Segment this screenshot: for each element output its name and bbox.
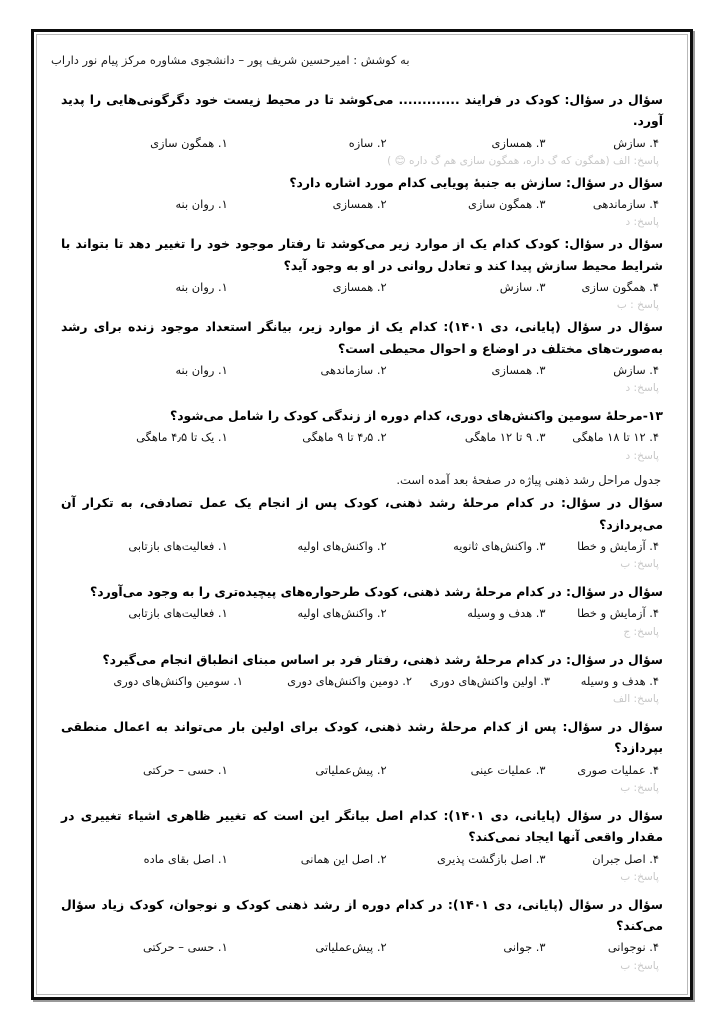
table-reference-note: جدول مراحل رشد ذهنی پیاژه در صفحۀ بعد آمده است. <box>396 472 661 487</box>
question-text: در کدام مرحلۀ رشد ذهنی، کودک پس از انجام یک عمل تصادفی، به تکرار آن می‌پردازد؟ <box>61 495 663 532</box>
question-block <box>59 716 665 797</box>
answer-line: پاسخ : ب <box>616 299 659 312</box>
option-row <box>59 428 665 446</box>
option-4[interactable]: ۴. همگون سازی <box>581 280 659 295</box>
option-1[interactable]: ۱. فعالیت‌های بازتابی <box>128 538 228 553</box>
option-row <box>59 672 665 690</box>
question-lead: سؤال در سؤال: <box>566 651 663 667</box>
answer-line: پاسخ: الف (همگون که گ داره، همگون سازی هم گ داره 😊 ) <box>387 154 659 167</box>
option-4[interactable]: ۴. سازماندهی <box>592 197 659 212</box>
answer-line: پاسخ: ب <box>620 870 659 883</box>
answer-line: پاسخ: د <box>625 449 659 462</box>
question-stem <box>59 581 665 602</box>
option-2[interactable]: ۲. پیش‌عملیاتی <box>315 940 387 955</box>
option-row <box>59 134 665 152</box>
question-text: در کدام دوره از رشد ذهنی کودک و نوجوان، کودک زیاد سؤال می‌کند؟ <box>61 896 663 934</box>
option-row <box>59 195 665 213</box>
option-3[interactable]: ۳. اصل بازگشت پذیری <box>436 851 546 866</box>
page-header <box>51 43 673 79</box>
question-stem <box>59 894 665 937</box>
question-stem <box>59 316 665 359</box>
page-inner <box>36 34 688 995</box>
option-row <box>59 604 665 622</box>
question-stem <box>59 649 665 670</box>
option-2[interactable]: ۲. سازماندهی <box>320 362 387 377</box>
option-3[interactable]: ۳. ۹ تا ۱۲ ماهگی <box>464 430 546 445</box>
option-3[interactable]: ۳. سازش <box>499 280 546 295</box>
question-block <box>59 805 665 886</box>
question-text: در کدام مرحلۀ رشد ذهنی، رفتار فرد بر اساس مبنای انطباق انجام می‌گیرد؟ <box>102 651 567 667</box>
option-1[interactable]: ۱. حسی – حرکتی <box>143 940 228 955</box>
option-4[interactable]: ۴. نوجوانی <box>607 940 659 955</box>
option-4[interactable]: ۴. عملیات صوری <box>577 762 659 777</box>
option-4[interactable]: ۴. سازش <box>613 135 659 150</box>
question-text: سازش به جنبۀ پویایی کدام مورد اشاره دارد؟ <box>289 174 567 190</box>
option-1[interactable]: ۱. اصل بقای ماده <box>143 851 228 866</box>
page-frame <box>31 29 693 1000</box>
option-3[interactable]: ۳. عملیات عینی <box>470 762 546 777</box>
option-2[interactable]: ۲. سازه <box>348 135 387 150</box>
answer-line: پاسخ: د <box>625 216 659 229</box>
option-row <box>59 361 665 379</box>
question-lead: سؤال در سؤال (پایانی، دی ۱۴۰۱): <box>447 896 663 912</box>
option-2[interactable]: ۲. واکنش‌های اولیه <box>297 538 387 553</box>
question-block <box>59 894 665 975</box>
option-row <box>59 938 665 956</box>
option-1[interactable]: ۱. روان بنه <box>175 362 228 377</box>
question-block <box>59 89 665 170</box>
question-text: کدام یک از موارد زیر، بیانگر استعداد موجود زنده برای رشد به‌صورت‌های مختلف در اوضاع و احوال محیطی است؟ <box>61 319 663 356</box>
option-1[interactable]: ۱. یک تا ۴٫۵ ماهگی <box>136 430 228 445</box>
question-lead: سؤال در سؤال: <box>564 92 663 107</box>
question-stem <box>59 233 665 276</box>
question-block <box>59 405 665 465</box>
question-lead: سؤال در سؤال: <box>566 584 663 600</box>
answer-line: پاسخ: ج <box>623 625 659 638</box>
option-row <box>59 850 665 868</box>
question-text: کودک در فرایند ............. می‌کوشد تا در محیط زیست خود دگرگونی‌هایی را پدید آورد. <box>61 92 663 129</box>
answer-line: پاسخ: ب <box>620 558 659 571</box>
option-1[interactable]: ۱. همگون سازی <box>150 135 228 150</box>
question-lead: سؤال در سؤال: <box>560 495 663 511</box>
option-1[interactable]: ۱. حسی – حرکتی <box>143 762 228 777</box>
option-4[interactable]: ۴. اصل جبران <box>592 851 659 866</box>
question-block <box>59 316 665 397</box>
answer-line: پاسخ: ب <box>620 782 659 795</box>
question-lead: سؤال در سؤال: <box>562 719 663 735</box>
question-block <box>59 492 665 573</box>
option-3[interactable]: ۳. همسازی <box>491 362 546 377</box>
option-2[interactable]: ۲. واکنش‌های اولیه <box>297 606 387 621</box>
question-lead: سؤال در سؤال: <box>566 174 663 190</box>
header-credit-text: به کوشش : امیرحسین شریف پور – دانشجوی مشاوره مرکز پیام نور داراب <box>51 53 410 68</box>
option-2[interactable]: ۲. همسازی <box>332 197 387 212</box>
option-3[interactable]: ۳. همسازی <box>491 135 546 150</box>
answer-line: پاسخ: ب <box>620 959 659 972</box>
answer-line: پاسخ: د <box>625 382 659 395</box>
question-text: کودک کدام یک از موارد زیر می‌کوشد تا رفتار موجود خود را تغییر دهد تا بتواند با شرایط محیط سازش پیدا کند و تعادل روانی در او به وجود آید؟ <box>61 236 663 273</box>
option-4[interactable]: ۴. سازش <box>613 362 659 377</box>
question-block <box>59 649 665 709</box>
option-3[interactable]: ۳. هدف و وسیله <box>467 606 546 621</box>
question-text: مرحلۀ سومین واکنش‌های دوری، کدام دوره از زندگی کودک را شامل می‌شود؟ <box>170 408 643 424</box>
question-number: ۱۳- <box>642 408 663 424</box>
content-area <box>37 79 687 975</box>
answer-line: پاسخ: الف <box>613 693 659 706</box>
question-lead: سؤال در سؤال (پایانی، دی ۱۴۰۱): <box>443 807 663 823</box>
option-2[interactable]: ۲. دومین واکنش‌های دوری <box>287 673 412 688</box>
option-row <box>59 761 665 779</box>
question-text: کدام اصل بیانگر این است که تغییر ظاهری اشیاء تغییری در مقدار واقعی آنها ایجاد نمی‌کند؟ <box>61 807 663 845</box>
option-3[interactable]: ۳. جوانی <box>503 940 546 955</box>
question-stem <box>59 172 665 193</box>
option-2[interactable]: ۲. پیش‌عملیاتی <box>315 762 387 777</box>
question-stem <box>59 716 665 759</box>
option-4[interactable]: ۴. آزمایش و خطا <box>577 538 659 553</box>
question-text: پس از کدام مرحلۀ رشد ذهنی، کودک برای اولین بار می‌تواند به اعمال منطقی بپردازد؟ <box>61 719 663 756</box>
option-1[interactable]: ۱. فعالیت‌های بازتابی <box>128 606 228 621</box>
question-stem <box>59 805 665 848</box>
question-stem <box>59 405 665 426</box>
question-lead: سؤال در سؤال: <box>564 236 664 252</box>
option-4[interactable]: ۴. آزمایش و خطا <box>577 606 659 621</box>
option-3[interactable]: ۳. واکنش‌های ثانویه <box>453 538 546 553</box>
question-lead: سؤال در سؤال (پایانی، دی ۱۴۰۱): <box>443 319 663 335</box>
option-4[interactable]: ۴. هدف و وسیله <box>580 673 659 688</box>
question-stem <box>59 492 665 535</box>
question-stem <box>59 89 665 132</box>
option-4[interactable]: ۴. ۱۲ تا ۱۸ ماهگی <box>572 430 659 445</box>
question-block <box>59 172 665 232</box>
question-block <box>59 233 665 314</box>
option-row <box>59 537 665 555</box>
option-row <box>59 278 665 296</box>
option-2[interactable]: ۲. اصل این همانی <box>300 851 387 866</box>
option-1[interactable]: ۱. سومین واکنش‌های دوری <box>113 673 244 688</box>
question-block <box>59 581 665 641</box>
option-3[interactable]: ۳. اولین واکنش‌های دوری <box>429 673 551 688</box>
question-text: در کدام مرحلۀ رشد ذهنی، کودک طرحواره‌های پیچیده‌تری را به وجود می‌آورد؟ <box>90 584 567 600</box>
option-3[interactable]: ۳. همگون سازی <box>467 197 546 212</box>
option-2[interactable]: ۲. ۴٫۵ تا ۹ ماهگی <box>302 430 387 445</box>
option-1[interactable]: ۱. روان بنه <box>175 197 228 212</box>
option-1[interactable]: ۱. روان بنه <box>175 280 228 295</box>
option-2[interactable]: ۲. همسازی <box>332 280 387 295</box>
